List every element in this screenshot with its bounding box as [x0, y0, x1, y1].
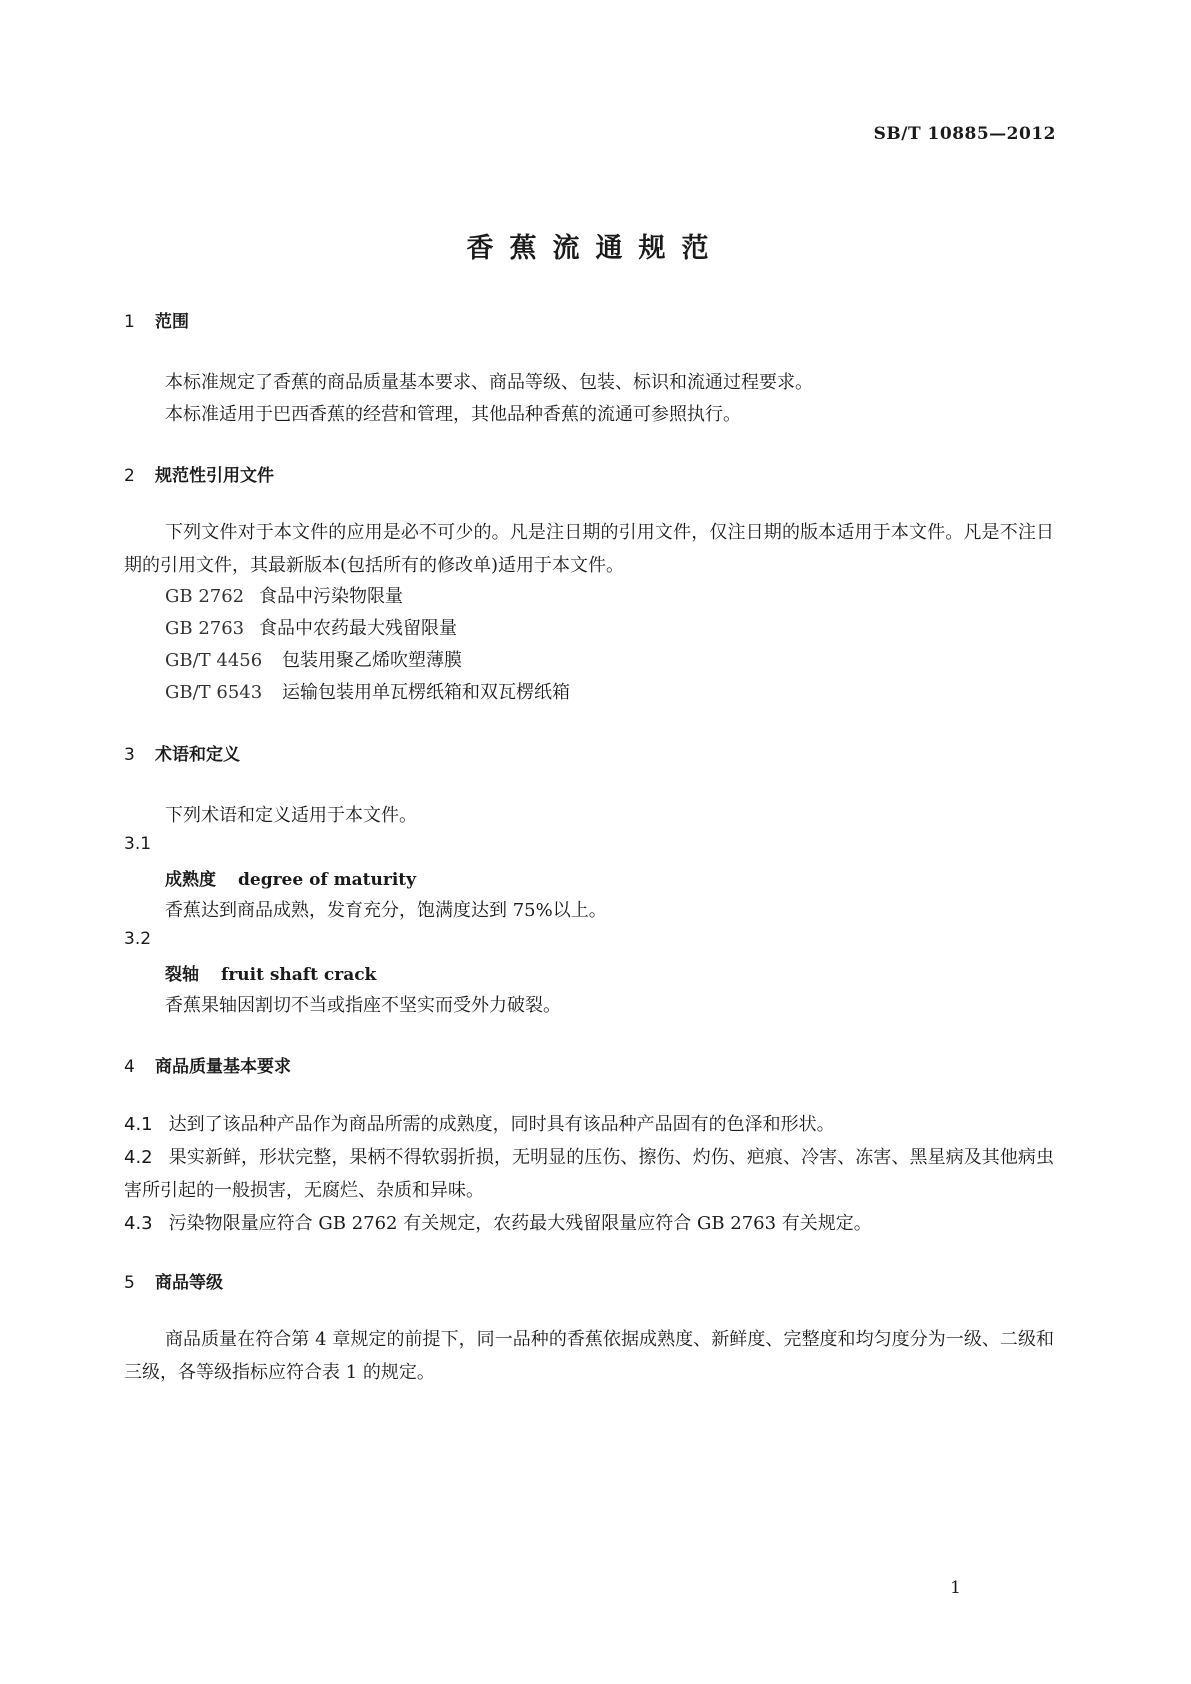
- standard-number: SB/T 10885—2012: [873, 124, 1056, 144]
- section-1-heading: [124, 307, 189, 332]
- term-cn: 裂轴: [165, 965, 199, 985]
- term-heading: [165, 960, 376, 985]
- section-5-heading: [124, 1268, 223, 1293]
- term-definition: 香蕉达到商品成熟，发育充分，饱满度达到 75%以上。: [165, 900, 607, 921]
- clause: [124, 1141, 1054, 1207]
- term-definition: 香蕉果轴因割切不当或指座不坚实而受外力破裂。: [165, 995, 561, 1016]
- reference-item: [165, 614, 457, 640]
- term-en: degree of maturity: [238, 870, 417, 890]
- clause-text: 污染物限量应符合 GB 2762 有关规定，农药最大残留限量应符合 GB 2763 有关规定。: [168, 1213, 872, 1234]
- page-number: 1: [950, 1578, 961, 1598]
- term-heading: [165, 865, 416, 890]
- reference-item: [165, 678, 570, 704]
- paragraph: 本标准适用于巴西香蕉的经营和管理，其他品种香蕉的流通可参照执行。: [165, 404, 741, 425]
- reference-title: 食品中污染物限量: [259, 586, 403, 607]
- clause-number: 4.3: [124, 1213, 153, 1234]
- reference-title: 包装用聚乙烯吹塑薄膜: [282, 650, 462, 671]
- section-title: 商品质量基本要求: [155, 1057, 291, 1077]
- clause: [124, 1108, 1054, 1141]
- reference-code: GB 2762: [165, 586, 245, 607]
- section-number: 3: [124, 745, 135, 765]
- clause: [124, 1207, 1054, 1240]
- section-title: 术语和定义: [155, 745, 240, 765]
- term-cn: 成熟度: [165, 870, 216, 890]
- section-title: 规范性引用文件: [155, 466, 274, 486]
- reference-title: 食品中农药最大残留限量: [259, 618, 457, 639]
- section-number: 1: [124, 312, 135, 332]
- term-en: fruit shaft crack: [221, 965, 377, 985]
- term-number: 3.2: [124, 929, 152, 949]
- section-title: 商品等级: [155, 1273, 223, 1293]
- paragraph: 商品质量在符合第 4 章规定的前提下，同一品种的香蕉依据成熟度、新鲜度、完整度和均匀度分为一级、二级和三级，各等级指标应符合表 1 的规定。: [124, 1329, 1054, 1383]
- reference-code: GB/T 4456: [165, 650, 263, 671]
- section-number: 5: [124, 1273, 135, 1293]
- reference-code: GB/T 6543: [165, 682, 263, 703]
- document-title: 香蕉流通规范: [466, 233, 725, 264]
- reference-code: GB 2763: [165, 618, 245, 639]
- paragraph: 本标准规定了香蕉的商品质量基本要求、商品等级、包装、标识和流通过程要求。: [165, 372, 813, 393]
- section-2-heading: [124, 461, 274, 486]
- reference-item: [165, 646, 462, 672]
- clause-text: 果实新鲜，形状完整，果柄不得软弱折损，无明显的压伤、擦伤、灼伤、疤痕、冷害、冻害、黑星病及其他病虫害所引起的一般损害，无腐烂、杂质和异味。: [124, 1147, 1054, 1201]
- clause-text: 达到了该品种产品作为商品所需的成熟度，同时具有该品种产品固有的色泽和形状。: [168, 1114, 835, 1135]
- term-number: 3.1: [124, 834, 152, 854]
- section-number: 2: [124, 466, 135, 486]
- section-number: 4: [124, 1057, 135, 1077]
- clause-number: 4.2: [124, 1147, 153, 1168]
- section-4-heading: [124, 1052, 291, 1077]
- reference-title: 运输包装用单瓦楞纸箱和双瓦楞纸箱: [282, 682, 570, 703]
- section-title: 范围: [155, 312, 189, 332]
- paragraph: 下列文件对于本文件的应用是必不可少的。凡是注日期的引用文件，仅注日期的版本适用于本文件。凡是不注日期的引用文件，其最新版本(包括所有的修改单)适用于本文件。: [124, 522, 1054, 576]
- paragraph: 下列术语和定义适用于本文件。: [165, 805, 417, 826]
- clause-number: 4.1: [124, 1114, 153, 1135]
- section-3-heading: [124, 740, 240, 765]
- reference-item: [165, 582, 403, 608]
